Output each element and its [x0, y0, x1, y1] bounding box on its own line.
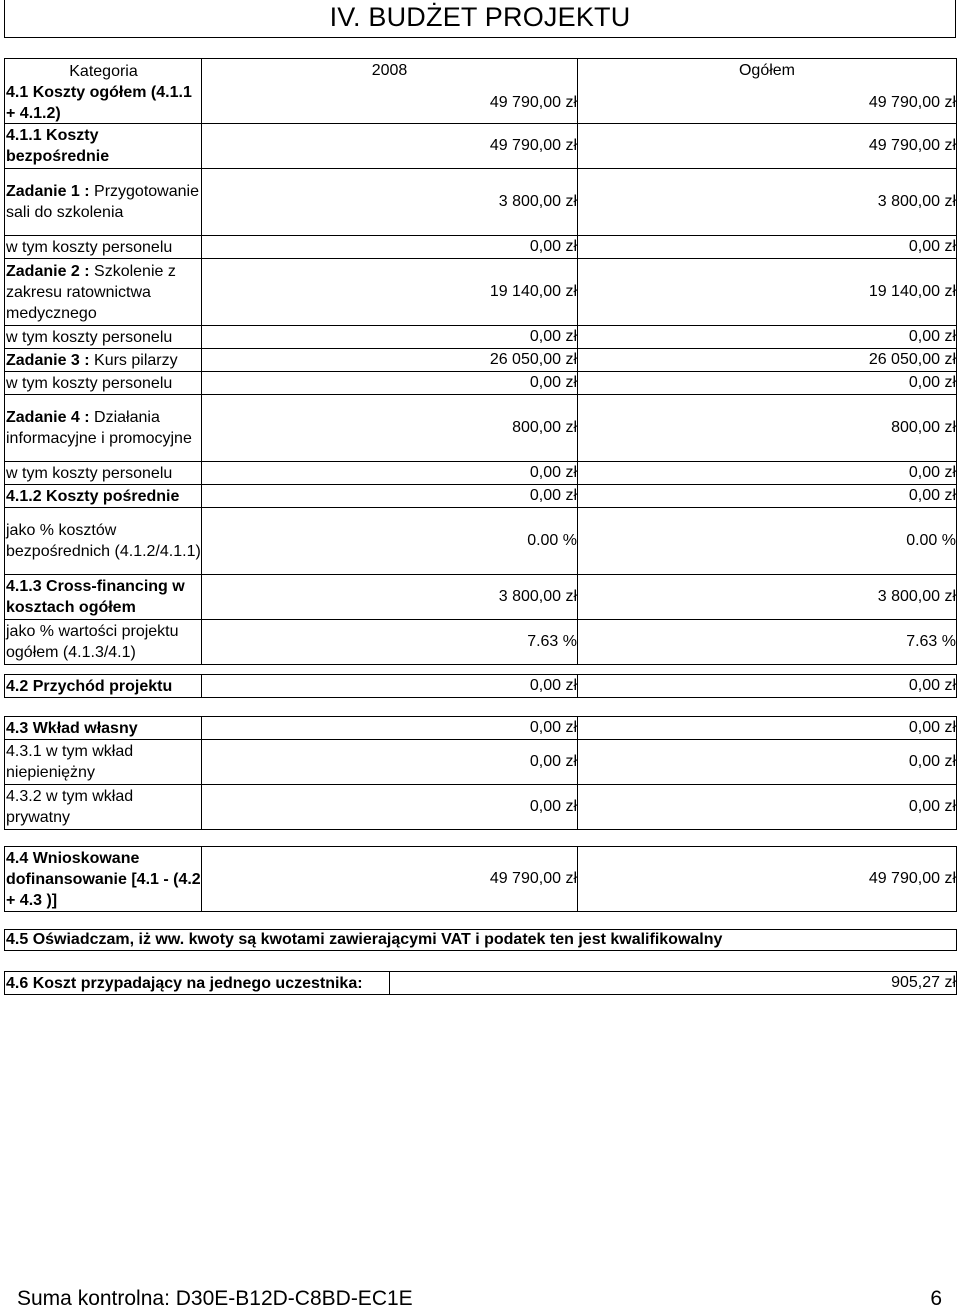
row-value-total: 0.00 %	[906, 532, 956, 549]
row-label: 4.2 Przychód projektu	[5, 675, 202, 697]
page-title: IV. BUDŻET PROJEKTU	[329, 2, 631, 32]
row-label: 4.3.2 w tym wkład prywatny	[5, 785, 202, 829]
row-label	[5, 620, 202, 664]
table-row	[5, 574, 956, 619]
row-label-text: w tym koszty personelu	[6, 238, 173, 256]
row-value-2008: 49 790,00 zł	[202, 124, 578, 168]
row-label-text: w tym koszty personelu	[6, 328, 173, 346]
row-value-2008: 0,00 zł	[202, 675, 578, 697]
table-row	[5, 258, 956, 325]
income-table	[4, 674, 957, 698]
header-category: Kategoria	[5, 59, 202, 83]
row-label	[5, 326, 202, 348]
table-row	[5, 348, 956, 371]
per-participant-table	[4, 971, 957, 995]
row-value-total: 26 050,00 zł	[868, 351, 956, 368]
row-value-total: 0,00 zł	[908, 238, 956, 255]
row-value-total: 0,00 zł	[908, 464, 956, 481]
row-label-text: 4.1.3 Cross-financing w kosztach ogółem	[6, 578, 185, 616]
row-label-text: 4.1.2 Koszty pośrednie	[6, 487, 180, 505]
task-label: Zadanie 3 :	[6, 351, 90, 369]
page-number: 6	[930, 1287, 942, 1310]
row-value-2008: 0,00 zł	[202, 485, 578, 507]
row-value-total: 800,00 zł	[891, 419, 956, 436]
row-value-2008: 0,00 zł	[202, 372, 578, 394]
row-value-total: 0,00 zł	[908, 374, 956, 391]
row-label	[5, 349, 202, 371]
header-2008: 2008	[202, 59, 578, 83]
row-label: 4.3.1 w tym wkład niepieniężny	[5, 740, 202, 784]
row-value-total: 0,00 zł	[908, 328, 956, 345]
row-label: 4.6 Koszt przypadający na jednego uczestnika:	[5, 972, 390, 994]
table-header	[5, 59, 956, 83]
row-label: 4.3 Wkład własny	[5, 717, 202, 739]
own-contribution-table	[4, 716, 957, 830]
row-value-total: 0,00 zł	[908, 677, 956, 694]
row-value-total: 0,00 zł	[908, 798, 956, 815]
row-value-2008: 0,00 zł	[202, 740, 578, 784]
row-label-text: w tym koszty personelu	[6, 374, 173, 392]
row-label	[5, 508, 202, 574]
table-row	[5, 235, 956, 258]
table-row	[5, 784, 956, 829]
table-row	[5, 507, 956, 574]
row-value-2008: 19 140,00 zł	[202, 259, 578, 325]
header-total: Ogółem	[738, 62, 796, 79]
row-label-text: Szkolenie z zakresu ratownictwa medycznego	[6, 262, 176, 322]
row-value-2008: 800,00 zł	[202, 395, 578, 461]
per-participant-row	[5, 972, 956, 994]
table-row	[5, 739, 956, 784]
row-value-2008: 0,00 zł	[202, 326, 578, 348]
row-value-2008: 0,00 zł	[202, 717, 578, 739]
table-row	[5, 371, 956, 394]
row-label-text: 4.1 Koszty ogółem (4.1.1 + 4.1.2)	[6, 84, 192, 122]
table-row	[5, 619, 956, 664]
row-label	[5, 485, 202, 507]
row-label-text: Przygotowanie sali do szkolenia	[6, 183, 199, 221]
row-label-text: w tym koszty personelu	[6, 464, 173, 482]
requested-table	[4, 846, 957, 912]
row-value-total: 3 800,00 zł	[877, 588, 956, 605]
row-label: 4.4 Wnioskowane dofinansowanie [4.1 - (4.2 + 4.3 )]	[5, 847, 202, 911]
row-label	[5, 124, 202, 168]
row-value-total: 49 790,00 zł	[868, 137, 956, 154]
row-label	[5, 83, 202, 123]
row-value-2008: 0,00 zł	[202, 236, 578, 258]
row-label	[5, 259, 202, 325]
row-value-total: 0,00 zł	[908, 487, 956, 504]
row-value-2008: 3 800,00 zł	[202, 575, 578, 619]
row-label	[5, 169, 202, 235]
row-label	[5, 372, 202, 394]
row-value-2008: 0,00 zł	[202, 785, 578, 829]
row-value-2008: 0.00 %	[202, 508, 578, 574]
table-row	[5, 394, 956, 461]
income-row	[5, 675, 956, 697]
row-value-2008: 26 050,00 zł	[202, 349, 578, 371]
table-row	[5, 168, 956, 235]
row-value: 905,27 zł	[891, 974, 956, 991]
row-label-text: 4.1.1 Koszty bezpośrednie	[6, 127, 110, 165]
budget-table	[4, 58, 957, 665]
table-row	[5, 461, 956, 484]
row-label	[5, 395, 202, 461]
table-row	[5, 83, 956, 123]
row-value-2008: 49 790,00 zł	[202, 847, 578, 911]
row-value-total: 49 790,00 zł	[868, 870, 956, 887]
row-value-2008: 3 800,00 zł	[202, 169, 578, 235]
vat-statement: 4.5 Oświadczam, iż ww. kwoty są kwotami zawierającymi VAT i podatek ten jest kwalifikowalny	[4, 929, 957, 951]
row-label-text: jako % kosztów bezpośrednich (4.1.2/4.1.1)	[6, 522, 201, 560]
task-label: Zadanie 4 :	[6, 409, 90, 426]
requested-row	[5, 847, 956, 911]
row-value-total: 7.63 %	[906, 633, 956, 650]
table-row	[5, 325, 956, 348]
table-row	[5, 484, 956, 507]
row-label-text: jako % wartości projektu ogółem (4.1.3/4.1)	[6, 623, 179, 661]
row-label	[5, 462, 202, 484]
row-label-text: Działania informacyjne i promocyjne	[6, 409, 192, 447]
task-label: Zadanie 2 :	[6, 262, 90, 280]
row-value-total: 3 800,00 zł	[877, 193, 956, 210]
table-row	[5, 123, 956, 168]
row-value-total: 0,00 zł	[908, 719, 956, 736]
task-label: Zadanie 1 :	[6, 183, 90, 200]
row-label	[5, 236, 202, 258]
row-value-total: 0,00 zł	[908, 753, 956, 770]
checksum: Suma kontrolna: D30E-B12D-C8BD-EC1E	[17, 1287, 413, 1310]
row-value-total: 49 790,00 zł	[868, 94, 956, 111]
row-value-total: 19 140,00 zł	[868, 283, 956, 300]
table-row	[5, 717, 956, 739]
row-value-2008: 0,00 zł	[202, 462, 578, 484]
row-value-2008: 49 790,00 zł	[202, 83, 578, 123]
title-box	[4, 0, 956, 38]
row-value-2008: 7.63 %	[202, 620, 578, 664]
row-label-text: Kurs pilarzy	[94, 351, 178, 369]
row-label	[5, 575, 202, 619]
